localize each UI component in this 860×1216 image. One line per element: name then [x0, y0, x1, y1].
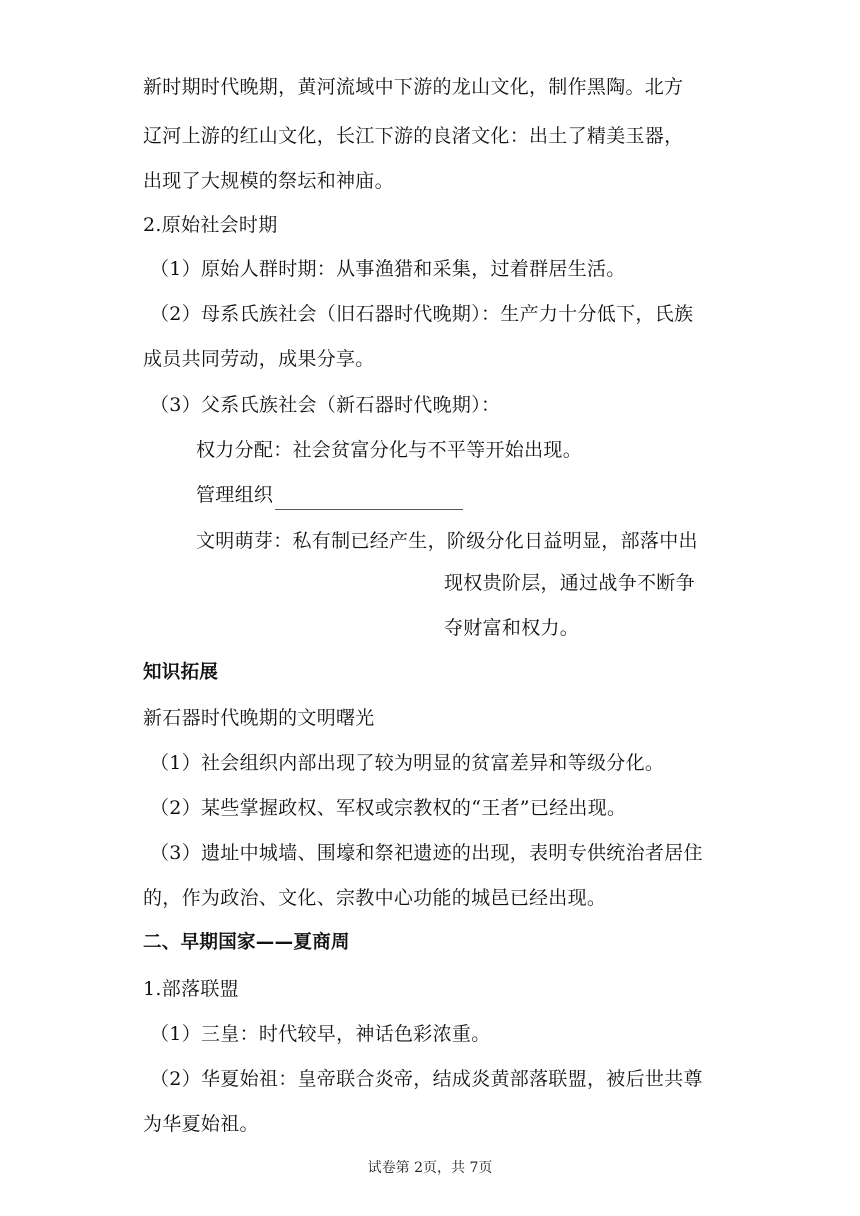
indented-continuation: 夺财富和权力。	[444, 617, 580, 639]
section-title: 二、早期国家——夏商周	[143, 932, 350, 953]
answer-blank[interactable]	[275, 487, 463, 510]
extension-subtitle: 新石器时代晚期的文明曙光	[143, 707, 375, 729]
paragraph-line: 辽河上游的红山文化，长江下游的良渚文化：出土了精美玉器，	[143, 125, 684, 147]
fill-in-line	[196, 480, 463, 510]
fill-in-label: 管理组织	[196, 484, 274, 506]
indented-continuation: 现权贵阶层，通过战争不断争	[444, 572, 695, 594]
list-item: （2）母系氏族社会（旧石器时代晚期）：生产力十分低下，氏族	[150, 303, 694, 325]
list-item: （3）遗址中城墙、围壕和祭祀遗迹的出现，表明专供统治者居住	[150, 842, 703, 864]
paragraph-line: 新时期时代晚期，黄河流域中下游的龙山文化，制作黑陶。北方	[143, 76, 684, 98]
list-item: （2）某些掌握政权、军权或宗教权的“王者”已经出现。	[150, 797, 627, 819]
list-item: （1）社会组织内部出现了较为明显的贫富差异和等级分化。	[150, 752, 665, 774]
page-footer: 试卷第 2页，共 7页	[367, 1160, 493, 1176]
indented-line: 权力分配：社会贫富分化与不平等开始出现。	[196, 439, 583, 461]
paragraph-line: 出现了大规模的祭坛和神庙。	[143, 170, 394, 192]
list-item: （1）三皇：时代较早，神话色彩浓重。	[150, 1023, 491, 1045]
list-item: （2）华夏始祖：皇帝联合炎帝，结成炎黄部落联盟，被后世共尊	[150, 1068, 703, 1090]
list-item: （1）原始人群时期：从事渔猎和采集，过着群居生活。	[150, 258, 626, 280]
indented-line: 文明萌芽：私有制已经产生，阶级分化日益明显，部落中出	[196, 530, 698, 552]
extension-title: 知识拓展	[143, 662, 219, 683]
section-heading: 2.原始社会时期	[143, 214, 278, 236]
section-heading: 1.部落联盟	[143, 978, 239, 1000]
list-item-continuation: 成员共同劳动，成果分享。	[143, 348, 375, 370]
list-item-continuation: 为华夏始祖。	[143, 1113, 259, 1135]
list-item: （3）父系氏族社会（新石器时代晚期）：	[150, 394, 501, 416]
list-item-continuation: 的，作为政治、文化、宗教中心功能的城邑已经出现。	[143, 887, 607, 909]
